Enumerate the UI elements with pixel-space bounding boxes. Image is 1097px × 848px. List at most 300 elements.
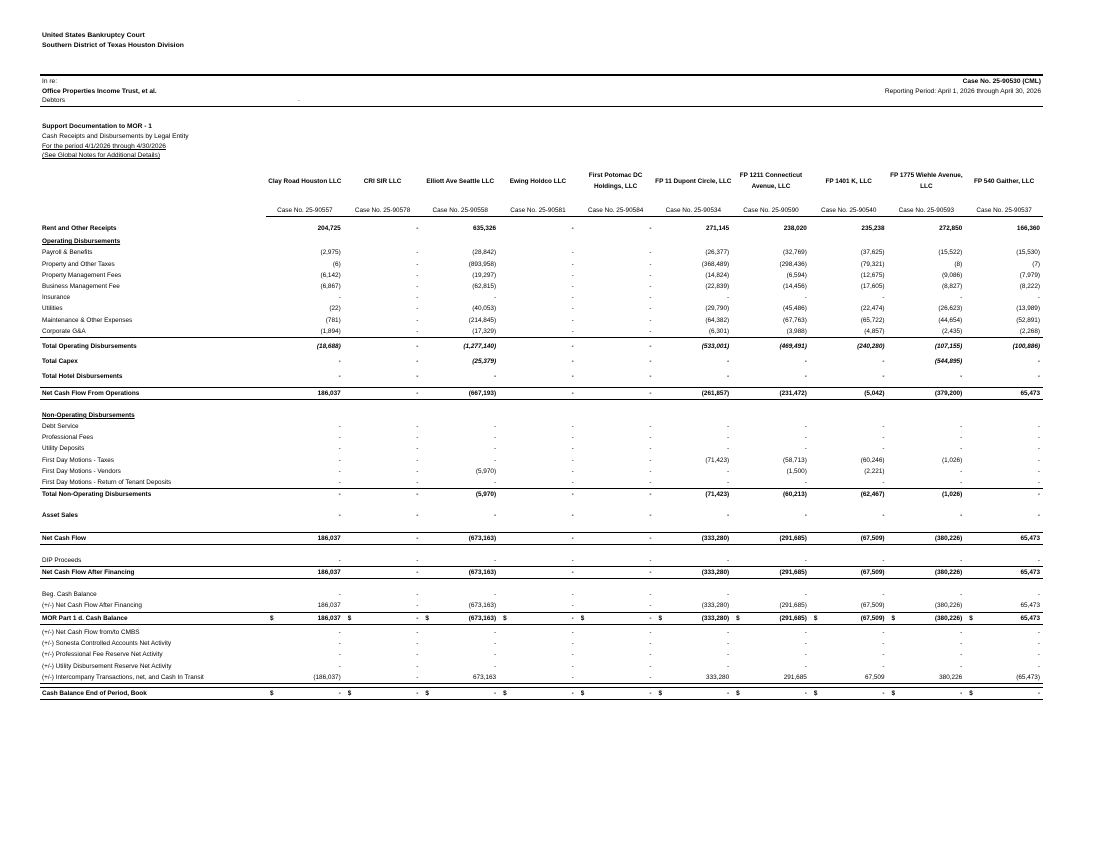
cell-value (654, 326, 732, 338)
cell-value-text: - (882, 662, 885, 670)
row-label-text: First Day Motions - Return of Tenant Deposits (42, 479, 172, 487)
cell-value (810, 612, 888, 624)
cell-value-text: - (1037, 456, 1040, 464)
cell-value-text: - (416, 434, 419, 442)
cell-value-text: - (571, 689, 574, 697)
cell-value (344, 247, 422, 258)
cell-value (344, 315, 422, 326)
cell-value-text: (291,685) (779, 602, 807, 610)
cell-value-text: - (416, 358, 419, 366)
cell-value (810, 236, 888, 247)
cell-value (965, 281, 1043, 292)
cell-value (266, 672, 344, 684)
cell-value (965, 489, 1043, 501)
cell-value (344, 589, 422, 600)
cell-value-text: (8,222) (1019, 283, 1040, 291)
cell-value-text: - (649, 343, 652, 351)
currency-symbol: $ (813, 614, 818, 622)
cell-value-text: - (571, 343, 574, 351)
cell-value (965, 687, 1043, 699)
cell-value (654, 687, 732, 699)
cell-value-text: (67,509) (860, 569, 885, 577)
cell-value (577, 315, 655, 326)
cell-value-text: (186,037) (313, 673, 341, 681)
cell-value-text: (368,489) (701, 260, 730, 268)
cell-value-text: - (493, 445, 497, 453)
cell-value (266, 661, 344, 672)
cell-value (266, 612, 344, 624)
cell-value (965, 356, 1043, 367)
cell-value (654, 236, 732, 247)
cell-value-text: - (416, 373, 419, 381)
cell-value (965, 259, 1043, 270)
cell-value-text: (22,839) (705, 283, 730, 291)
cell-value-text: (333,280) (701, 614, 730, 622)
cell-value (266, 443, 344, 454)
cell-value-text: - (571, 569, 574, 577)
row-label (40, 612, 266, 624)
cell-value-text: - (416, 591, 419, 599)
cell-value-text: - (416, 479, 419, 487)
row-label-text: Payroll & Benefits (42, 249, 93, 257)
row-spacer (40, 399, 1043, 410)
cell-value (654, 315, 732, 326)
cell-value-text: - (649, 628, 652, 636)
cell-value-text: - (571, 602, 574, 610)
cell-value-text: - (882, 640, 885, 648)
cell-value (421, 443, 499, 454)
table-row (40, 223, 1043, 234)
cell-value-text: (291,685) (779, 534, 807, 542)
cell-value (421, 247, 499, 258)
cell-value-text: - (493, 628, 497, 636)
cell-value (499, 649, 577, 660)
support-period: For the period 4/1/2026 through 4/30/2026 (42, 143, 166, 150)
cell-value (266, 489, 344, 501)
row-label-text: Non-Operating Disbursements (42, 411, 135, 419)
cell-value (965, 627, 1043, 638)
cell-value-text: - (338, 651, 341, 659)
row-label (40, 247, 266, 258)
cell-value-text: (45,486) (783, 305, 807, 313)
cell-value (888, 270, 966, 281)
row-label (40, 270, 266, 281)
cell-value (810, 270, 888, 281)
cell-value-text: (379,200) (934, 389, 963, 397)
cell-value (577, 555, 655, 567)
cell-value-text: - (416, 389, 419, 397)
cell-value-text: - (493, 434, 497, 442)
column-entity-name: Elliott Ave Seattle LLC (426, 177, 495, 185)
cell-value-text: - (1037, 512, 1040, 520)
cell-value (266, 292, 344, 303)
cell-value (888, 555, 966, 567)
cell-value-text: (7) (1032, 260, 1040, 268)
cell-value-text: - (571, 614, 574, 622)
cell-value-text: - (1037, 479, 1040, 487)
cell-value-text: - (493, 651, 497, 659)
table-row (40, 649, 1043, 660)
cell-value (344, 661, 422, 672)
cell-value-text: - (882, 373, 885, 381)
row-label (40, 223, 266, 234)
row-label (40, 477, 266, 489)
cell-value-text: - (571, 358, 574, 366)
cell-value (499, 281, 577, 292)
cell-value-text: (380,226) (934, 614, 963, 622)
cell-value-text: - (649, 512, 652, 520)
column-entity-name: FP 11 Dupont Circle, LLC (655, 177, 732, 185)
cell-value (499, 612, 577, 624)
currency-symbol: $ (270, 614, 274, 622)
row-label-text: Rent and Other Receipts (42, 225, 117, 232)
cell-value-text: (7,979) (1019, 271, 1040, 279)
row-label-text: Utility Deposits (42, 445, 85, 453)
cell-value (421, 259, 499, 270)
cell-value-text: - (804, 423, 807, 431)
row-label-text: Total Non-Operating Disbursements (42, 491, 152, 499)
cell-value (344, 303, 422, 314)
cell-value-text: 635,326 (472, 225, 497, 232)
reporting-period: Reporting Period: April 1, 2026 through April 30, 2026 (884, 88, 1041, 95)
cell-value (266, 600, 344, 612)
cell-value (421, 567, 499, 579)
cell-value (344, 443, 422, 454)
cell-value (654, 455, 732, 466)
cell-value-text: (100,886) (1012, 343, 1040, 351)
cell-value (499, 600, 577, 612)
cell-value (732, 281, 810, 292)
cell-value-text: 271,145 (706, 225, 730, 232)
cell-value (344, 672, 422, 684)
cell-value (266, 477, 344, 489)
cell-value-text: - (804, 591, 807, 599)
cell-value (344, 410, 422, 421)
cell-value (810, 661, 888, 672)
cell-value-text: - (960, 662, 963, 670)
cell-value-text: 186,037 (317, 614, 341, 622)
cell-value-text: (29,790) (705, 305, 730, 313)
currency-symbol: $ (736, 689, 740, 697)
currency-symbol: $ (503, 614, 507, 622)
cell-value-text: - (960, 467, 963, 475)
cell-value (810, 341, 888, 352)
column-entity-name: CRI SIR LLC (363, 177, 402, 185)
debtor-name: Office Properties Income Trust, et al. (42, 88, 157, 95)
cell-value-text: - (649, 467, 652, 475)
cell-value (421, 510, 499, 521)
cell-value (421, 421, 499, 432)
row-label-text: Insurance (42, 294, 71, 302)
cell-value-text: - (416, 467, 419, 475)
cell-value-text: - (338, 640, 341, 648)
currency-symbol: $ (891, 614, 896, 622)
cell-value (577, 589, 655, 600)
cell-value (421, 555, 499, 567)
cell-value-text: - (1037, 556, 1040, 564)
table-row (40, 236, 1043, 247)
row-label (40, 466, 266, 477)
table-row (40, 638, 1043, 649)
cell-value-text: (781) (325, 316, 341, 324)
cell-value (421, 489, 499, 501)
cell-value-text: - (571, 423, 574, 431)
table-row (40, 303, 1043, 314)
cell-value-text: - (649, 614, 652, 622)
cell-value-text: - (727, 512, 730, 520)
row-label (40, 489, 266, 501)
table-row (40, 410, 1043, 421)
cell-value (499, 532, 577, 544)
cell-value-text: - (960, 512, 963, 520)
cell-value-text: - (338, 689, 341, 697)
cell-value (577, 661, 655, 672)
cell-value (654, 281, 732, 292)
cell-value (499, 589, 577, 600)
cell-value (421, 600, 499, 612)
cell-value-text: - (727, 294, 730, 302)
cell-value (965, 612, 1043, 624)
row-label-text: Net Cash Flow From Operations (42, 389, 140, 397)
cell-value (344, 466, 422, 477)
cell-value-text: - (804, 434, 807, 442)
cell-value (654, 612, 732, 624)
cell-value-text: (14,456) (783, 283, 807, 291)
cell-value-text: (58,713) (783, 456, 807, 464)
currency-symbol: $ (503, 689, 507, 697)
cell-value (810, 555, 888, 567)
cell-value-text: (3,988) (786, 327, 807, 335)
cell-value-text: - (416, 249, 419, 257)
cell-value (810, 532, 888, 544)
row-label (40, 410, 266, 421)
row-label-text: (+/-) Sonesta Controlled Accounts Net Activity (42, 640, 172, 648)
cell-value (810, 315, 888, 326)
cell-value-text: - (571, 651, 574, 659)
column-entity-name: FP 1211 Connecticut Avenue, LLC (739, 172, 803, 190)
cell-value (654, 410, 732, 421)
cell-value (577, 356, 655, 367)
cell-value (421, 236, 499, 247)
cell-value-text: - (882, 651, 885, 659)
cell-value (577, 443, 655, 454)
cell-value-text: - (649, 327, 652, 335)
cell-value-text: - (493, 456, 497, 464)
table-row (40, 247, 1043, 258)
cell-value-text: - (649, 389, 652, 397)
cell-value (732, 326, 810, 338)
cell-value (499, 455, 577, 466)
cell-value-text: (67,509) (860, 602, 885, 610)
cell-value-text: - (649, 651, 652, 659)
cell-value (654, 421, 732, 432)
cell-value (266, 341, 344, 352)
cell-value-text: - (960, 628, 963, 636)
cell-value-text: 186,037 (317, 569, 341, 577)
cell-value (266, 455, 344, 466)
cell-value-text: - (727, 467, 730, 475)
cell-value (965, 510, 1043, 521)
cell-value-text: - (416, 640, 419, 648)
cell-value-text: - (804, 628, 807, 636)
table-row (40, 532, 1043, 544)
row-label (40, 589, 266, 600)
cell-value (266, 247, 344, 258)
row-label-text: (+/-) Net Cash Flow After Financing (42, 602, 142, 610)
cell-value (965, 410, 1043, 421)
cell-value-text: (380,226) (934, 569, 963, 577)
cell-value (654, 600, 732, 612)
cell-value-text: - (727, 689, 730, 697)
row-spacer (40, 500, 1043, 510)
cell-value-text: (1,277,140) (463, 343, 497, 351)
cell-value-text: - (416, 283, 419, 291)
cell-value-text: - (416, 628, 419, 636)
cell-value-text: - (882, 358, 885, 366)
cell-value-text: - (493, 373, 497, 381)
cell-value-text: - (416, 673, 419, 681)
cell-value (577, 489, 655, 501)
cell-value (965, 672, 1043, 684)
cell-value (810, 466, 888, 477)
cell-value (732, 259, 810, 270)
cell-value (732, 371, 810, 382)
cell-value (732, 612, 810, 624)
cell-value-text: - (338, 556, 341, 564)
cell-value (577, 466, 655, 477)
cell-value (732, 672, 810, 684)
cell-value-text: - (1037, 434, 1040, 442)
cell-value (810, 589, 888, 600)
cell-value (499, 432, 577, 443)
cell-value-text: - (1037, 640, 1040, 648)
cell-value (810, 281, 888, 292)
cell-value (499, 627, 577, 638)
cell-value (421, 589, 499, 600)
cell-value (810, 292, 888, 303)
cell-value-text: - (804, 662, 807, 670)
table-row (40, 341, 1043, 352)
cell-value (965, 567, 1043, 579)
cell-value-text: (2,975) (320, 249, 341, 257)
cell-value-text: - (882, 434, 885, 442)
cell-value-text: 186,037 (317, 534, 341, 542)
cell-value-text: - (338, 373, 341, 381)
currency-symbol: $ (813, 689, 818, 697)
cell-value (266, 555, 344, 567)
case-number: Case No. 25-90530 (CML) (962, 78, 1041, 85)
cell-value-text: - (1037, 628, 1040, 636)
table-row (40, 292, 1043, 303)
cell-value-text: (67,509) (860, 614, 885, 622)
court-division: Southern District of Texas Houston Division (42, 42, 184, 49)
cell-value-text: - (649, 689, 652, 697)
cell-value-text: (17,329) (472, 327, 497, 335)
cell-value-text: - (571, 640, 574, 648)
cell-value-text: - (493, 591, 497, 599)
cell-value-text: - (960, 591, 963, 599)
cell-value (344, 387, 422, 399)
currency-symbol: $ (580, 689, 585, 697)
row-label (40, 259, 266, 270)
table-row (40, 555, 1043, 567)
cell-value-text: - (493, 640, 497, 648)
cell-value-text: - (571, 456, 574, 464)
cell-value (577, 281, 655, 292)
cell-value (654, 356, 732, 367)
debtors-label: Debtors (42, 97, 66, 104)
cell-value-text: - (571, 662, 574, 670)
cell-value (577, 387, 655, 399)
table-row (40, 259, 1043, 270)
cell-value (266, 589, 344, 600)
cell-value (577, 600, 655, 612)
cell-value-text: - (804, 512, 807, 520)
cell-value (888, 223, 966, 234)
column-case-number: Case No. 25-90558 (421, 196, 499, 217)
cell-value (344, 555, 422, 567)
cell-value-text: - (804, 445, 807, 453)
cell-value (965, 649, 1043, 660)
table-row (40, 567, 1043, 579)
cell-value-text: - (1037, 423, 1040, 431)
cell-value (654, 489, 732, 501)
cell-value (499, 421, 577, 432)
cell-value (421, 532, 499, 544)
cell-value (499, 236, 577, 247)
row-label-text: MOR Part 1 d. Cash Balance (42, 614, 128, 622)
cell-value-text: - (727, 591, 730, 599)
cell-value (266, 466, 344, 477)
cell-value-text: - (649, 305, 652, 313)
cell-value-text: (15,522) (938, 249, 963, 257)
cell-value (421, 627, 499, 638)
cell-value (965, 236, 1043, 247)
cell-value (344, 567, 422, 579)
cell-value-text: - (493, 512, 497, 520)
row-label-text: Net Cash Flow After Financing (42, 569, 135, 577)
cell-value (732, 687, 810, 699)
cell-value-text: - (649, 640, 652, 648)
cell-value (344, 356, 422, 367)
cell-value-text: (26,377) (705, 249, 730, 257)
cell-value (732, 567, 810, 579)
cell-value-text: (214,845) (468, 316, 497, 324)
cell-value (344, 292, 422, 303)
cell-value (577, 270, 655, 281)
cell-value (810, 477, 888, 489)
cell-value-text: - (571, 434, 574, 442)
cell-value (654, 567, 732, 579)
cell-value (888, 567, 966, 579)
cell-value-text: (60,246) (860, 456, 885, 464)
cell-value-text: - (416, 512, 419, 520)
cell-value (421, 672, 499, 684)
currency-symbol: $ (580, 614, 585, 622)
cell-value-text: 291,685 (783, 673, 807, 681)
cell-value-text: 65,473 (1020, 389, 1040, 397)
row-label-text: First Day Motions - Vendors (42, 467, 121, 475)
cell-value (888, 612, 966, 624)
cell-value-text: - (416, 343, 419, 351)
cell-value-text: - (338, 456, 341, 464)
cell-value-text: (15,530) (1016, 249, 1040, 257)
row-label-text: Operating Disbursements (42, 238, 121, 246)
cell-value (421, 281, 499, 292)
cell-value (344, 223, 422, 234)
cell-value (654, 371, 732, 382)
cell-value-text: 186,037 (317, 602, 341, 610)
